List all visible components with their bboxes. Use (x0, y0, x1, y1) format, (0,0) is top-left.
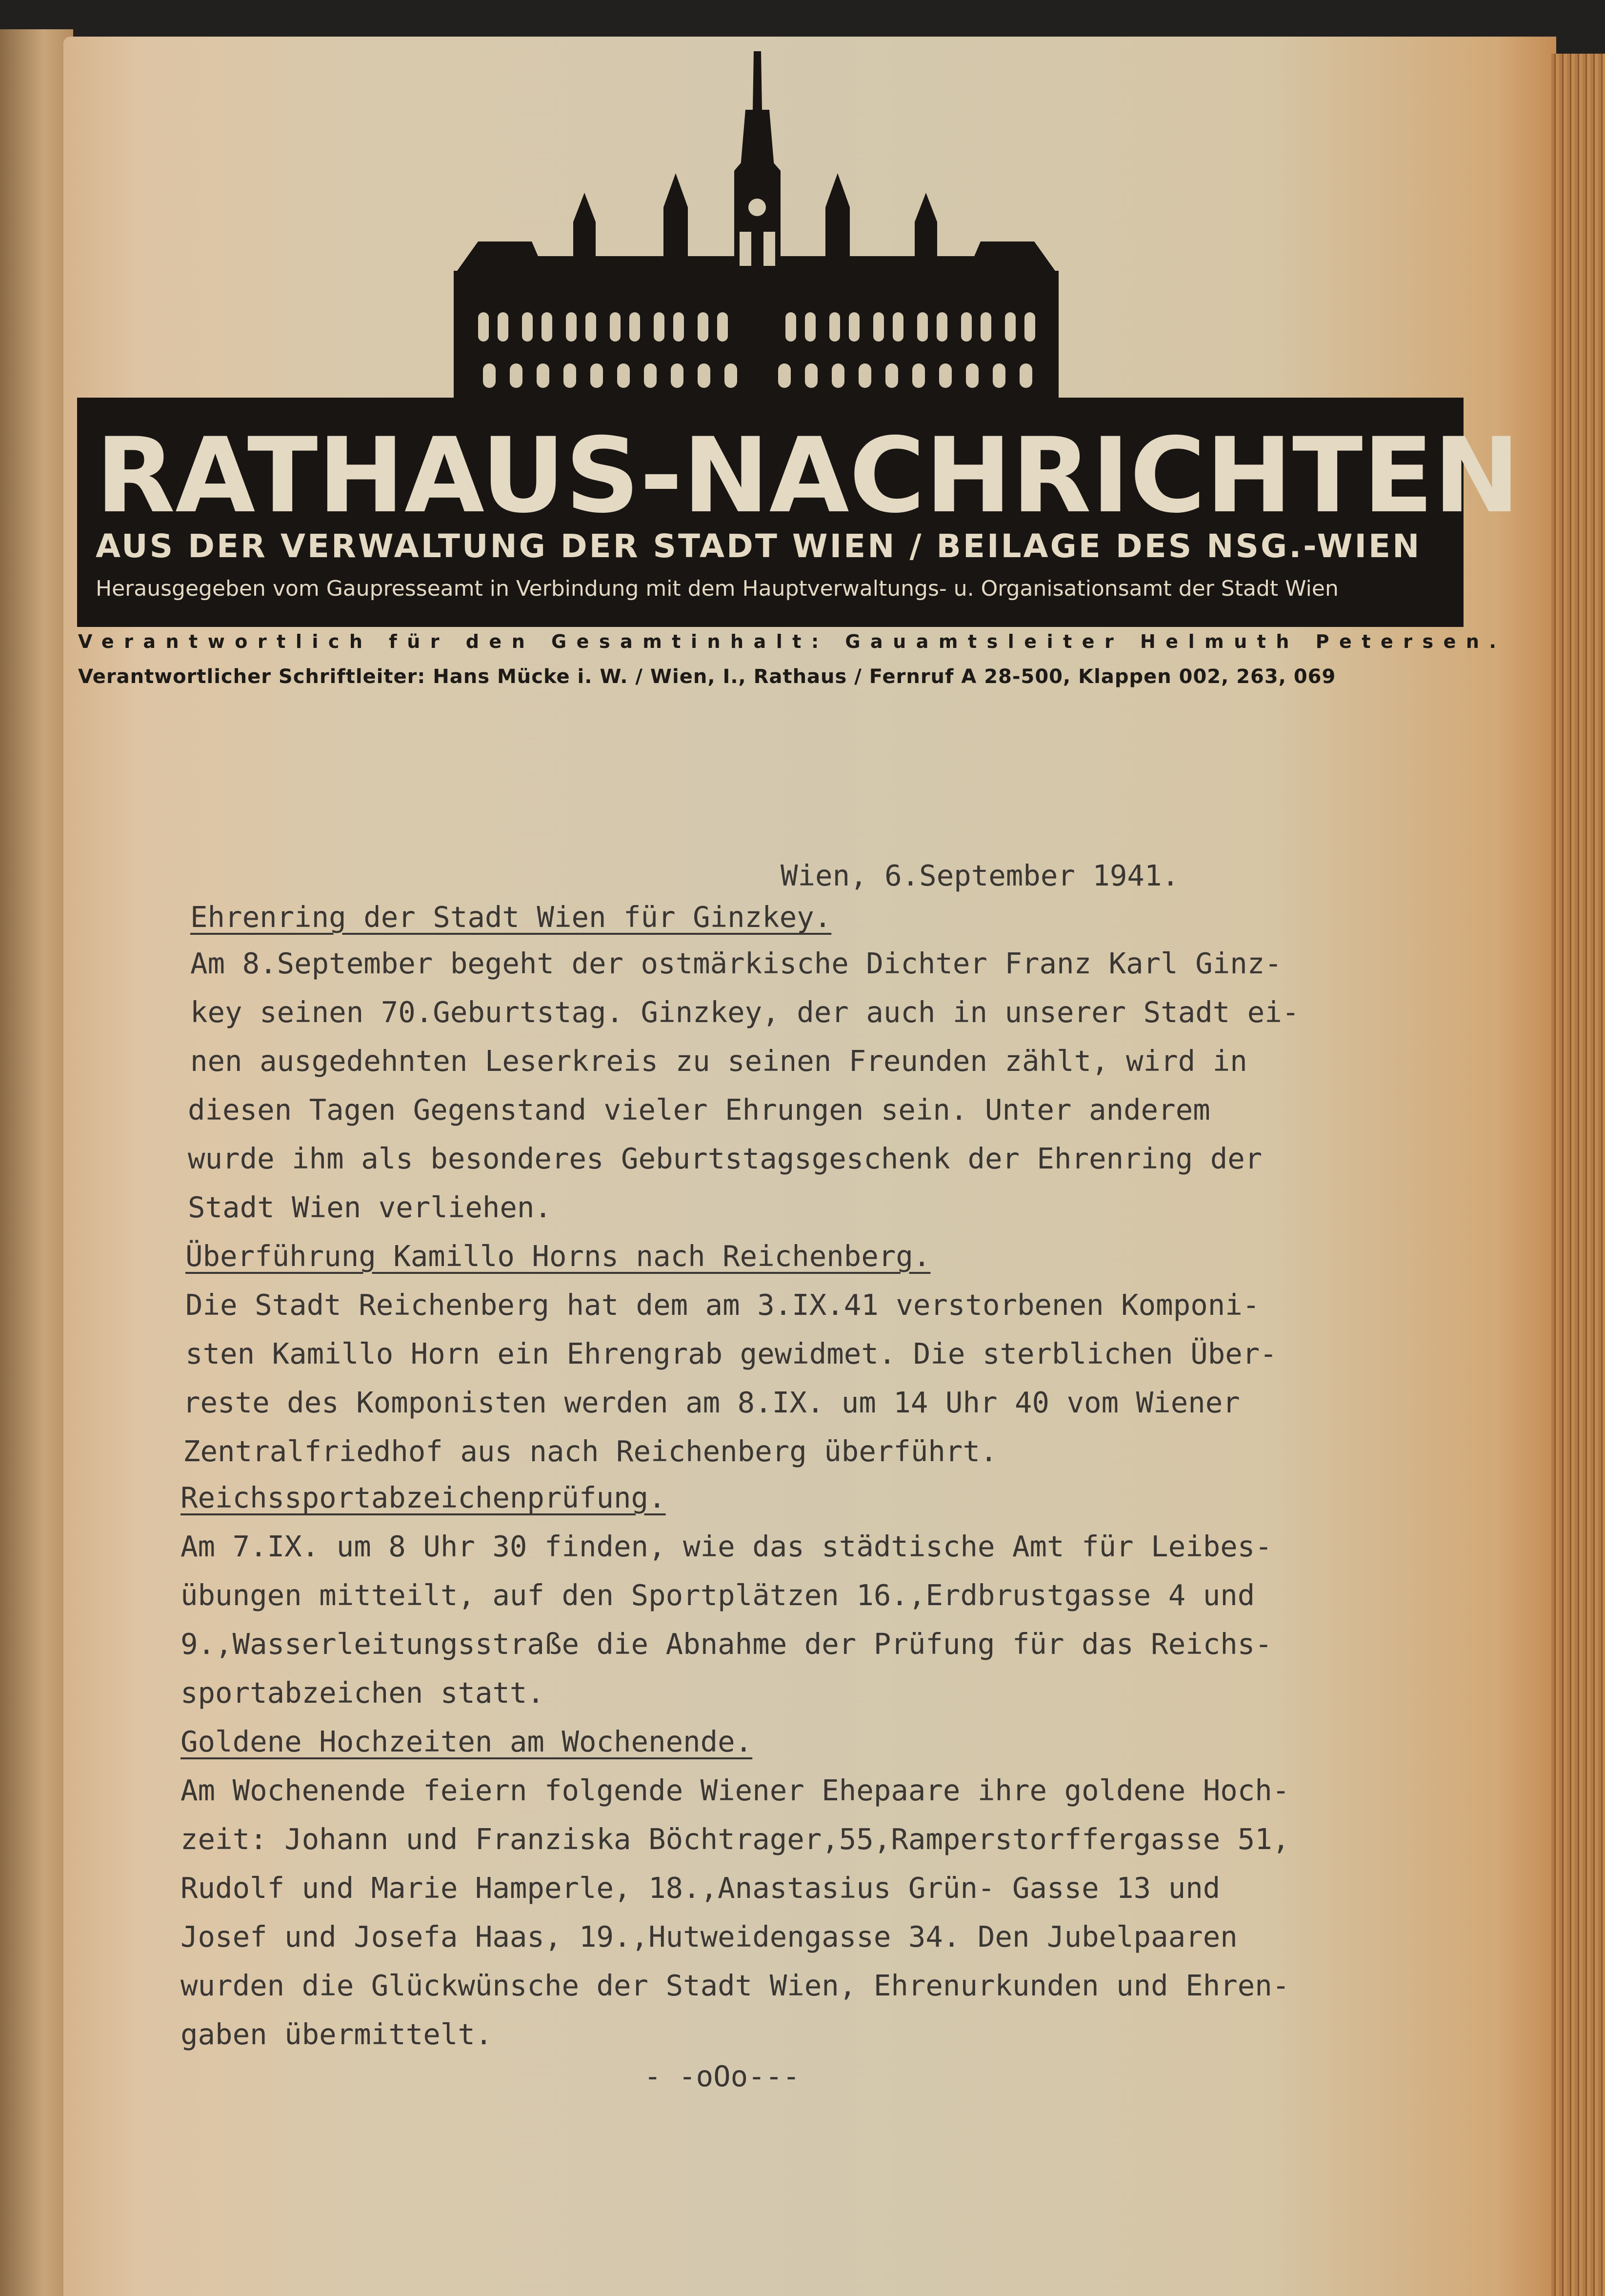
article-line: 9.,Wasserleitungsstraße die Abnahme der Prüfung für das Reichs- (181, 1627, 1272, 1661)
article-line: zeit: Johann und Franziska Böchtrager,55,Ramperstorffergasse 51, (181, 1822, 1290, 1856)
stacked-pages-edge (1551, 54, 1605, 2296)
masthead-subtitle: AUS DER VERWALTUNG DER STADT WIEN / BEILAGE DES NSG.-WIEN (96, 527, 1422, 565)
article-line: sportabzeichen statt. (181, 1676, 544, 1710)
dateline: Wien, 6.September 1941. (781, 859, 1179, 892)
article-line: Am Wochenende feiern folgende Wiener Ehepaare ihre goldene Hoch- (181, 1773, 1290, 1807)
article-line: Am 8.September begeht der ostmärkische Dichter Franz Karl Ginz- (190, 947, 1282, 980)
editor-line: Verantwortlicher Schriftleiter: Hans Mücke i. W. / Wien, I., Rathaus / Fernruf A 28-500, Klappen 002, 263, 069 (78, 665, 1336, 688)
article-line: diesen Tagen Gegenstand vieler Ehrungen sein. Unter anderem (188, 1093, 1210, 1127)
responsible-line: Verantwortlich für den Gesamtinhalt: Gauamtsleiter Helmuth Petersen. (78, 631, 1506, 652)
article-heading: Goldene Hochzeiten am Wochenende. (181, 1725, 753, 1758)
article-line: key seinen 70.Geburtstag. Ginzkey, der auch in unserer Stadt ei- (190, 995, 1300, 1029)
article-line: Rudolf und Marie Hamperle, 18.,Anastasius Grün- Gasse 13 und (181, 1871, 1221, 1905)
article-line: wurden die Glückwünsche der Stadt Wien, Ehrenurkunden und Ehren- (181, 1969, 1290, 2002)
article-line: wurde ihm als besonderes Geburtstagsgeschenk der Ehrenring der (188, 1142, 1263, 1175)
article-line: reste des Komponisten werden am 8.IX. um 14 Uhr 40 vom Wiener (183, 1386, 1240, 1419)
masthead-publisher: Herausgegeben vom Gaupresseamt in Verbindung mit dem Hauptverwaltungs- u. Organisationsamt der Stadt Wien (96, 576, 1339, 601)
article-heading: Reichssportabzeichenprüfung. (181, 1481, 666, 1514)
article-line: Zentralfriedhof aus nach Reichenberg überführt. (183, 1434, 998, 1468)
masthead-title: RATHAUS-NACHRICHTEN (96, 415, 1520, 536)
rathaus-building-logo (449, 46, 1063, 407)
article-line: gaben übermittelt. (181, 2017, 493, 2051)
article-line: Josef und Josefa Haas, 19.,Hutweidengasse 34. Den Jubelpaaren (181, 1920, 1238, 1954)
end-mark: - -oOo--- (644, 2059, 800, 2093)
article-line: Stadt Wien verliehen. (188, 1190, 552, 1224)
article-line: nen ausgedehnten Leserkreis zu seinen Freunden zählt, wird in (190, 1044, 1247, 1078)
article-heading: Überführung Kamillo Horns nach Reichenberg. (185, 1239, 931, 1273)
previous-page-edge (0, 29, 73, 2296)
article-heading: Ehrenring der Stadt Wien für Ginzkey. (190, 900, 832, 934)
masthead-banner (77, 398, 1520, 627)
article-line: Am 7.IX. um 8 Uhr 30 finden, wie das städtische Amt für Leibes- (181, 1530, 1272, 1563)
article-line: übungen mitteilt, auf den Sportplätzen 16.,Erdbrustgasse 4 und (181, 1578, 1255, 1612)
article-line: Die Stadt Reichenberg hat dem am 3.IX.41 verstorbenen Komponi- (185, 1288, 1260, 1322)
article-line: sten Kamillo Horn ein Ehrengrab gewidmet. Die sterblichen Über- (185, 1337, 1277, 1370)
